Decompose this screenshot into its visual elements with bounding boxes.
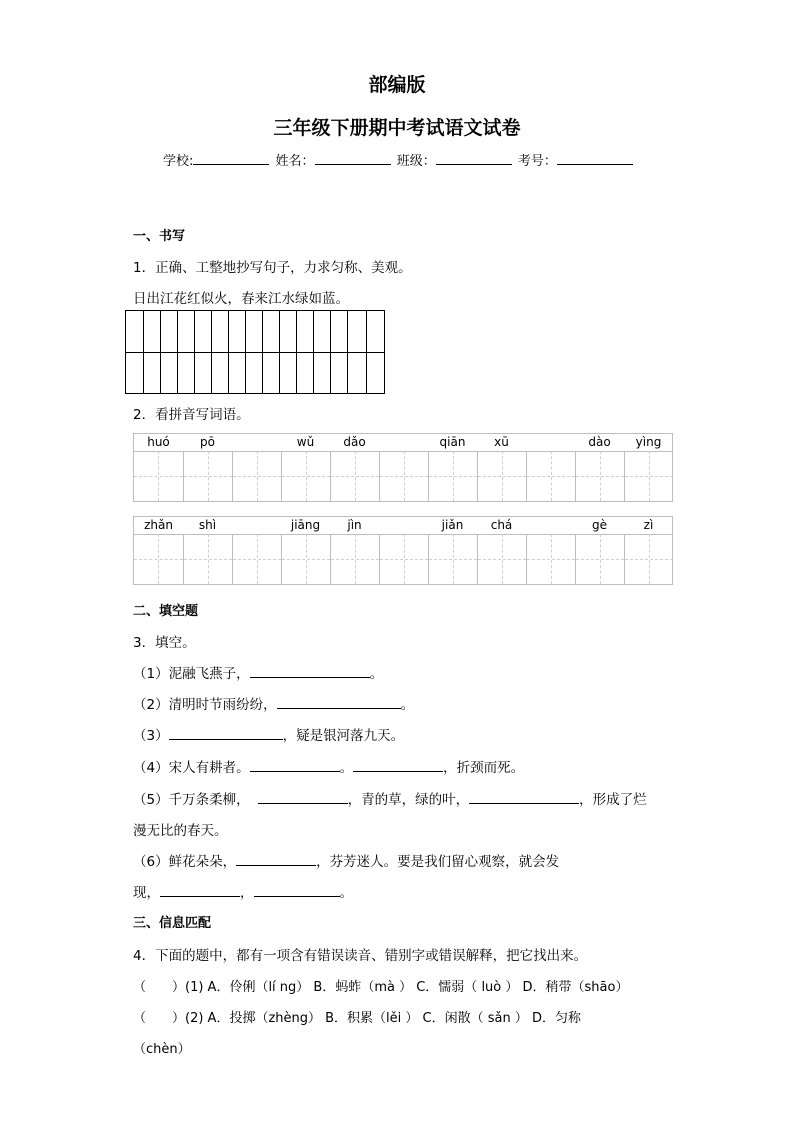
answer-blank[interactable] <box>277 695 401 709</box>
grid-col <box>245 311 246 393</box>
pinyin-writing-row-2[interactable] <box>133 516 673 585</box>
q3-item-5-cont: 漫无比的春天。 <box>133 823 228 839</box>
grid-col <box>177 311 178 393</box>
pinyin-syllable: zì <box>643 518 654 532</box>
exam-title: 三年级下册期中考试语文试卷 <box>273 117 521 139</box>
q3-item-6: （6）鲜花朵朵， ，芬芳迷人。要是我们留心观察，就会发 <box>133 854 560 870</box>
grid-col <box>347 311 348 393</box>
q1-sentence: 日出江花红似火，春来江水绿如蓝。 <box>133 291 349 307</box>
grid-col <box>143 311 144 393</box>
grid-col <box>211 311 212 393</box>
section-matching: 三、信息匹配 <box>133 916 212 931</box>
pinyin-syllable: gè <box>592 518 607 532</box>
pinyin-syllable: dǎo <box>343 435 366 449</box>
section-writing: 一、书写 <box>133 229 186 244</box>
q4-line-1: （ ）(1) A．伶俐（lí ng） B．蚂蚱（mà ） C．懦弱（ luò ） D．稍带（shāo） <box>133 980 629 995</box>
edition-title: 部编版 <box>368 74 426 96</box>
section-fill-in: 二、填空题 <box>133 604 199 619</box>
copy-writing-grid[interactable] <box>125 310 385 394</box>
q4-line-3: （chèn） <box>133 1042 191 1057</box>
answer-blank[interactable] <box>353 758 443 772</box>
pinyin-syllable: dào <box>588 435 611 449</box>
pinyin-writing-row-1[interactable] <box>133 433 673 502</box>
pinyin-syllable: pō <box>200 435 215 449</box>
class-blank[interactable] <box>436 152 512 165</box>
pinyin-syllable: wǔ <box>296 435 315 449</box>
pinyin-syllable: jiǎn <box>441 518 464 532</box>
answer-blank[interactable] <box>254 883 340 897</box>
q3-item-2: （2）清明时节雨纷纷， 。 <box>133 697 415 713</box>
pinyin-syllable: qiān <box>439 435 466 449</box>
answer-blank[interactable] <box>250 758 340 772</box>
pinyin-syllable: jiāng <box>290 518 321 532</box>
grid-col <box>313 311 314 393</box>
q3-item-6-cont: 现， ， 。 <box>133 885 353 901</box>
q3-item-4: （4）宋人有耕者。 。 ，折颈而死。 <box>133 760 525 776</box>
pinyin-syllable: xū <box>494 435 509 449</box>
answer-blank[interactable] <box>469 790 579 804</box>
answer-blank[interactable] <box>250 664 370 678</box>
answer-blank[interactable] <box>258 790 348 804</box>
pinyin-syllable: huó <box>147 435 170 449</box>
grid-col <box>296 311 297 393</box>
pinyin-syllable: chá <box>490 518 513 532</box>
answer-blank[interactable] <box>169 726 283 740</box>
school-label: 学校: <box>163 154 194 169</box>
name-label: 姓名： <box>275 154 315 169</box>
grid-col <box>228 311 229 393</box>
q3-item-5: （5）千万条柔柳， ，青的草，绿的叶， ，形成了烂 <box>133 792 647 808</box>
pinyin-syllable: zhǎn <box>144 518 173 532</box>
grid-col <box>262 311 263 393</box>
grid-col <box>330 311 331 393</box>
q3-stem: 3．填空。 <box>133 635 196 651</box>
q4-line-2: （ ）(2) A．投掷（zhèng） B．积累（lěi ） C．闲散（ sǎn ） D．匀称 <box>133 1011 581 1026</box>
grid-col <box>279 311 280 393</box>
q2-stem: 2．看拼音写词语。 <box>133 407 250 423</box>
grid-col <box>194 311 195 393</box>
exam-number-label: 考号： <box>517 154 557 169</box>
grid-row-divider <box>126 352 384 353</box>
answer-blank[interactable] <box>236 852 316 866</box>
grid-col <box>366 311 367 393</box>
q3-item-1: （1）泥融飞燕子， 。 <box>133 666 384 682</box>
exam-number-blank[interactable] <box>557 152 633 165</box>
pinyin-syllable: jìn <box>347 518 362 532</box>
pinyin-syllable: shì <box>198 518 217 532</box>
student-info-line <box>163 150 635 169</box>
school-blank[interactable] <box>193 152 269 165</box>
q3-item-3: （3） ，疑是银河落九天。 <box>133 728 405 744</box>
q4-stem: 4．下面的题中，都有一项含有错误读音、错别字或错误解释，把它找出来。 <box>133 948 588 964</box>
pinyin-syllable: yìng <box>635 435 662 449</box>
name-blank[interactable] <box>315 152 391 165</box>
class-label: 班级： <box>396 154 436 169</box>
grid-col <box>160 311 161 393</box>
q1-stem: 1．正确、工整地抄写句子，力求匀称、美观。 <box>133 260 412 276</box>
answer-blank[interactable] <box>160 883 240 897</box>
